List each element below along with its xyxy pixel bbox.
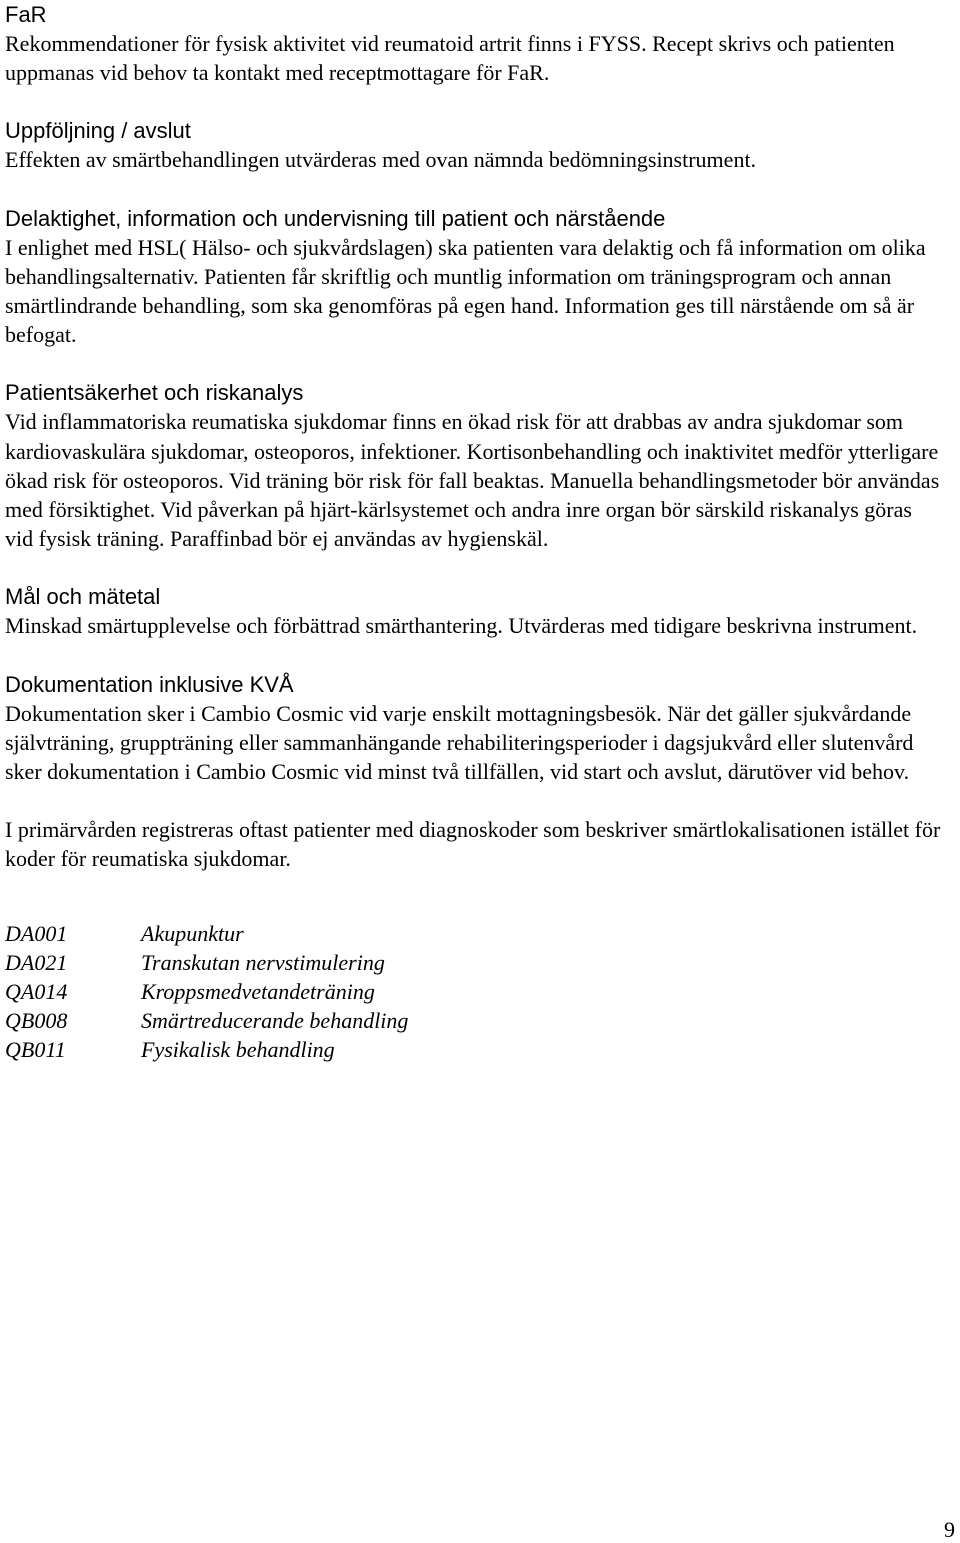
page-number: 9 — [944, 1517, 955, 1542]
section-uppfoljning — [5, 116, 945, 174]
section-heading: Dokumentation inklusive KVÅ — [5, 671, 294, 697]
section-text: Effekten av smärtbehandlingen utvärderas med ovan nämnda bedömningsinstrument. — [5, 147, 757, 173]
code-label: Smärtreducerande behandling — [141, 1008, 409, 1034]
code-label: Akupunktur — [141, 920, 244, 946]
code-value: QA014 — [5, 979, 68, 1005]
section-heading: Delaktighet, information och undervisning till patient och närstående — [5, 205, 666, 231]
code-value: DA001 — [5, 920, 68, 946]
code-label: Kroppsmedvetandeträning — [141, 979, 375, 1005]
code-label: Fysikalisk behandling — [141, 1037, 335, 1063]
section-text-secondary: I primärvården registreras oftast patienter med diagnoskoder som beskriver smärtlokalisationen istället för koder för reumatiska sjukdomar. — [5, 817, 941, 872]
section-text: I enlighet med HSL( Hälso- och sjukvårdslagen) ska patienten vara delaktig och få information om olika behandlingsalternativ. Patienten får skriftlig och muntlig information om träningsprogram och annan smärtlindrande behandling, som ska genomföras på egen hand. Information ges till närstående om så är befogat. — [5, 234, 926, 348]
list-item — [5, 977, 945, 1006]
section-text: Vid inflammatoriska reumatiska sjukdomar finns en ökad risk för att drabbas av andra sjukdomar som kardiovaskulära sjukdomar, osteoporos, infektioner. Kortisonbehandling och inaktivitet medför ytterligare ökad risk för osteoporos. Vid träning bör risk för fall beaktas. Manuella behandlingsmetoder bör användas med försiktighet. Vid påverkan på hjärt-kärlsystemet och andra inre organ bör särskild riskanalys göras vid fysisk träning. Paraffinbad bör ej användas av hygienskäl. — [5, 409, 940, 552]
section-heading: FaR — [5, 2, 47, 27]
section-heading: Patientsäkerhet och riskanalys — [5, 380, 304, 406]
list-item — [5, 1006, 945, 1035]
section-delaktighet — [5, 204, 945, 350]
section-heading: Mål och mätetal — [5, 584, 161, 610]
section-far — [5, 0, 945, 87]
code-value: DA021 — [5, 949, 68, 975]
section-heading: Uppföljning / avslut — [5, 118, 191, 144]
code-value: QB008 — [5, 1008, 68, 1034]
document-page — [5, 0, 945, 1065]
section-patientsakerhet — [5, 378, 945, 553]
section-text: Rekommendationer för fysisk aktivitet vid reumatoid artrit finns i FYSS. Recept skrivs och patienten uppmanas vid behov ta kontakt med receptmottagare för FaR. — [5, 31, 895, 86]
kva-code-list — [5, 919, 945, 1065]
code-label: Transkutan nervstimulering — [141, 949, 385, 975]
section-text: Minskad smärtupplevelse och förbättrad smärthantering. Utvärderas med tidigare beskrivna instrument. — [5, 613, 918, 639]
section-text: Dokumentation sker i Cambio Cosmic vid varje enskilt mottagningsbesök. När det gäller sjukvårdande självträning, gruppträning eller sammanhängande rehabiliteringsperioder i dagsjukvård eller slutenvård sker dokumentation i Cambio Cosmic vid minst två tillfällen, vid start och avslut, därutöver vid behov. — [5, 700, 914, 785]
list-item — [5, 919, 945, 948]
list-item — [5, 1035, 945, 1064]
list-item — [5, 948, 945, 977]
code-value: QB011 — [5, 1037, 66, 1063]
section-dokumentation — [5, 670, 945, 874]
section-mal — [5, 582, 945, 640]
